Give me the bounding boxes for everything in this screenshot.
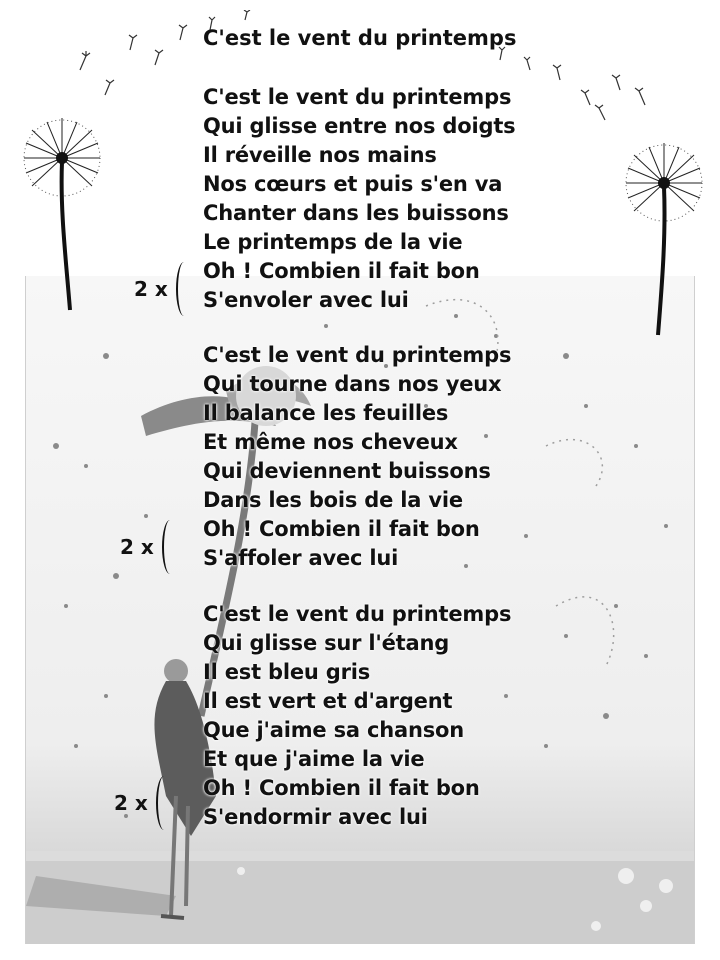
- stanza-3: [203, 600, 511, 832]
- repeat-count: 2 x: [114, 791, 148, 815]
- lyric-line: S'endormir avec lui: [203, 805, 428, 829]
- bracket-icon: [156, 776, 172, 830]
- dandelion-icon: [20, 110, 110, 320]
- lyric-line: Et même nos cheveux: [203, 430, 458, 454]
- lyric-line: Oh ! Combien il fait bon: [203, 259, 480, 283]
- lyric-line: Chanter dans les buissons: [203, 201, 509, 225]
- lyric-line: S'envoler avec lui: [203, 288, 409, 312]
- repeat-count: 2 x: [134, 277, 168, 301]
- stanza-1: [203, 83, 515, 315]
- lyric-line: C'est le vent du printemps: [203, 85, 512, 109]
- dandelion-icon: [624, 135, 714, 345]
- lyric-line: Il balance les feuilles: [203, 401, 449, 425]
- repeat-count: 2 x: [120, 535, 154, 559]
- lyric-line: S'affoler avec lui: [203, 546, 399, 570]
- lyric-line: C'est le vent du printemps: [203, 343, 512, 367]
- lyric-line: Oh ! Combien il fait bon: [203, 517, 480, 541]
- lyric-line: Nos cœurs et puis s'en va: [203, 172, 503, 196]
- lyric-line: Qui deviennent buissons: [203, 459, 491, 483]
- repeat-marker: [134, 262, 192, 316]
- lyric-line: Qui tourne dans nos yeux: [203, 372, 502, 396]
- lyric-line: Oh ! Combien il fait bon: [203, 776, 480, 800]
- lyric-line: Et que j'aime la vie: [203, 747, 425, 771]
- lyric-line: Que j'aime sa chanson: [203, 718, 464, 742]
- lyric-line: Le printemps de la vie: [203, 230, 463, 254]
- lyric-line: Il réveille nos mains: [203, 143, 437, 167]
- bracket-icon: [176, 262, 192, 316]
- bracket-icon: [162, 520, 178, 574]
- lyric-line: Il est vert et d'argent: [203, 689, 453, 713]
- stanza-2: [203, 341, 511, 573]
- lyric-line: Qui glisse sur l'étang: [203, 631, 450, 655]
- lyric-line: Dans les bois de la vie: [203, 488, 463, 512]
- lyric-line: Qui glisse entre nos doigts: [203, 114, 516, 138]
- lyric-line: Il est bleu gris: [203, 660, 371, 684]
- lyric-line: C'est le vent du printemps: [203, 602, 512, 626]
- song-title: C'est le vent du printemps: [203, 26, 517, 50]
- repeat-marker: [114, 776, 172, 830]
- repeat-marker: [120, 520, 178, 574]
